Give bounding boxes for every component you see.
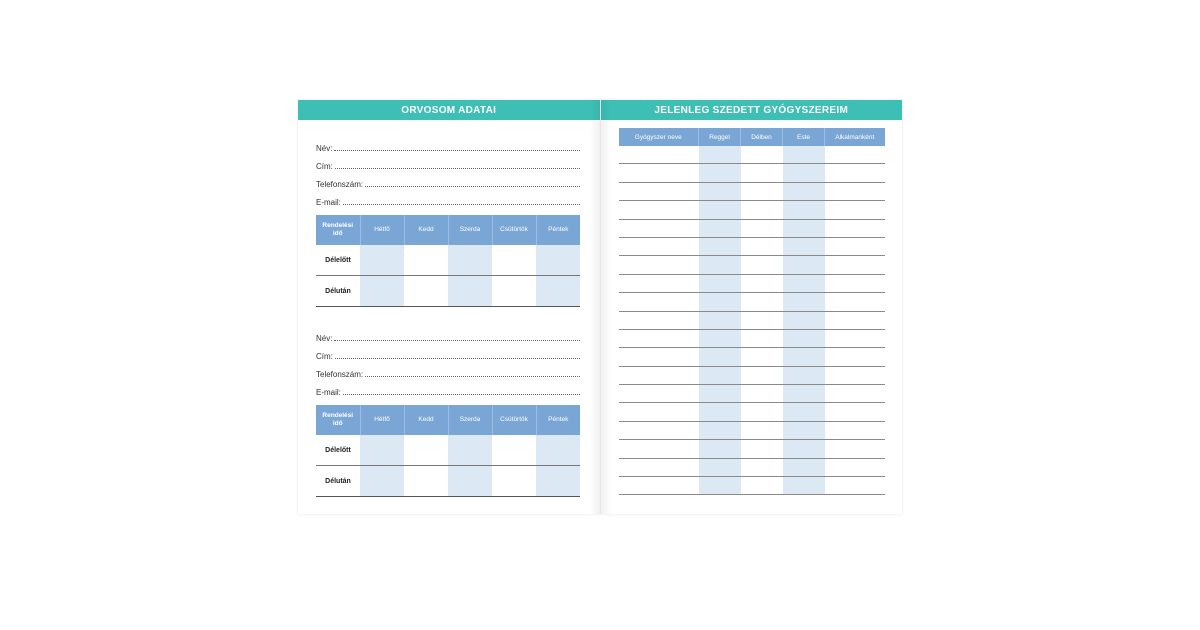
table-cell <box>699 274 741 292</box>
table-cell <box>619 458 699 476</box>
table-cell <box>783 366 825 384</box>
table-cell <box>619 385 699 403</box>
table-cell <box>741 477 783 495</box>
table-cell <box>699 201 741 219</box>
table-cell <box>536 435 580 466</box>
table-cell <box>492 466 536 497</box>
table-cell <box>825 458 885 476</box>
field-label: Telefonszám: <box>316 370 364 379</box>
table-cell <box>783 182 825 200</box>
table-cell <box>783 311 825 329</box>
phone-field <box>316 361 580 379</box>
table-row <box>619 458 885 476</box>
table-cell <box>825 366 885 384</box>
table-row <box>619 329 885 347</box>
table-cell <box>448 466 492 497</box>
table-cell <box>619 348 699 366</box>
table-row <box>316 276 580 307</box>
table-cell <box>825 348 885 366</box>
table-cell <box>536 245 580 276</box>
table-cell <box>699 440 741 458</box>
table-row <box>316 245 580 276</box>
table-cell <box>825 293 885 311</box>
table-row <box>619 477 885 495</box>
column-header-morning: Reggel <box>699 128 741 146</box>
table-cell <box>619 219 699 237</box>
table-cell <box>825 329 885 347</box>
table-cell <box>741 256 783 274</box>
field-label: Telefonszám: <box>316 180 364 189</box>
table-cell <box>825 201 885 219</box>
table-cell <box>783 440 825 458</box>
table-cell <box>699 219 741 237</box>
right-page-header: JELENLEG SZEDETT GYÓGYSZEREIM <box>601 100 903 120</box>
office-hours-table-1 <box>316 215 580 307</box>
table-cell <box>783 403 825 421</box>
table-row <box>619 348 885 366</box>
table-cell <box>492 245 536 276</box>
table-cell <box>699 348 741 366</box>
field-label: E-mail: <box>316 388 341 397</box>
dotted-line <box>365 185 580 187</box>
table-cell <box>699 421 741 439</box>
table-cell <box>783 164 825 182</box>
table-cell <box>536 276 580 307</box>
table-row <box>619 164 885 182</box>
day-header-monday: Hétfő <box>360 405 404 435</box>
email-field <box>316 379 580 397</box>
day-header-thursday: Csütörtök <box>492 215 536 245</box>
field-label: Cím: <box>316 352 333 361</box>
table-cell <box>619 274 699 292</box>
table-cell <box>825 274 885 292</box>
name-field <box>316 325 580 343</box>
column-header-evening: Este <box>783 128 825 146</box>
doctor-block-1 <box>316 135 580 307</box>
day-header-wednesday: Szerda <box>448 215 492 245</box>
day-header-friday: Péntek <box>536 215 580 245</box>
table-cell <box>699 329 741 347</box>
table-cell <box>741 329 783 347</box>
table-cell <box>783 458 825 476</box>
medications-table-body <box>619 146 885 495</box>
table-cell <box>619 477 699 495</box>
table-cell <box>741 164 783 182</box>
table-cell <box>783 146 825 164</box>
table-row <box>619 385 885 403</box>
table-cell <box>825 182 885 200</box>
table-cell <box>783 237 825 255</box>
table-cell <box>619 146 699 164</box>
table-cell <box>783 421 825 439</box>
table-cell <box>619 329 699 347</box>
right-page <box>601 100 903 514</box>
table-cell <box>492 435 536 466</box>
dotted-line <box>343 393 580 395</box>
table-cell <box>741 201 783 219</box>
table-cell <box>741 219 783 237</box>
table-cell <box>619 311 699 329</box>
table-cell <box>699 256 741 274</box>
table-cell <box>783 201 825 219</box>
table-cell <box>448 245 492 276</box>
table-row <box>619 403 885 421</box>
table-cell <box>741 274 783 292</box>
address-field <box>316 153 580 171</box>
table-cell <box>619 201 699 219</box>
table-cell <box>741 440 783 458</box>
day-header-thursday: Csütörtök <box>492 405 536 435</box>
row-label-morning: Délelőtt <box>316 245 360 276</box>
column-header-noon: Délben <box>741 128 783 146</box>
table-cell <box>619 440 699 458</box>
table-cell <box>741 293 783 311</box>
table-cell <box>825 421 885 439</box>
table-row <box>619 366 885 384</box>
table-row <box>619 237 885 255</box>
table-cell <box>783 256 825 274</box>
table-cell <box>741 182 783 200</box>
table-cell <box>619 182 699 200</box>
table-row <box>619 311 885 329</box>
table-cell <box>825 477 885 495</box>
address-field <box>316 343 580 361</box>
booklet-spread <box>298 100 902 514</box>
table-cell <box>448 435 492 466</box>
table-cell <box>825 237 885 255</box>
table-cell <box>404 245 448 276</box>
table-cell <box>619 237 699 255</box>
table-row <box>619 256 885 274</box>
left-page <box>298 100 601 514</box>
table-cell <box>741 458 783 476</box>
table-cell <box>741 146 783 164</box>
table-row <box>619 201 885 219</box>
dotted-line <box>365 375 580 377</box>
field-label: Név: <box>316 334 333 343</box>
table-cell <box>741 311 783 329</box>
table-cell <box>699 385 741 403</box>
table-row <box>619 219 885 237</box>
table-cell <box>360 276 404 307</box>
table-row <box>619 274 885 292</box>
left-page-header: ORVOSOM ADATAI <box>298 100 600 120</box>
table-cell <box>360 466 404 497</box>
column-header-medicine-name: Gyógyszer neve <box>619 128 699 146</box>
table-row <box>619 293 885 311</box>
table-cell <box>783 219 825 237</box>
table-cell <box>783 274 825 292</box>
table-cell <box>699 237 741 255</box>
row-label-afternoon: Délután <box>316 466 360 497</box>
dotted-line <box>334 339 580 341</box>
name-field <box>316 135 580 153</box>
day-header-monday: Hétfő <box>360 215 404 245</box>
table-cell <box>741 421 783 439</box>
day-header-tuesday: Kedd <box>404 215 448 245</box>
table-cell <box>699 146 741 164</box>
table-cell <box>699 477 741 495</box>
table-cell <box>825 403 885 421</box>
table-cell <box>699 458 741 476</box>
table-row <box>316 435 580 466</box>
table-row <box>619 421 885 439</box>
table-cell <box>699 293 741 311</box>
table-cell <box>825 385 885 403</box>
day-header-tuesday: Kedd <box>404 405 448 435</box>
row-label-morning: Délelőtt <box>316 435 360 466</box>
table-cell <box>741 366 783 384</box>
table-cell <box>492 276 536 307</box>
doctor-block-2 <box>316 325 580 497</box>
table-corner-header: Rendelési idő <box>316 405 360 435</box>
table-row <box>619 146 885 164</box>
table-cell <box>783 477 825 495</box>
table-corner-header: Rendelési idő <box>316 215 360 245</box>
table-cell <box>360 245 404 276</box>
table-cell <box>741 385 783 403</box>
table-cell <box>699 164 741 182</box>
table-cell <box>448 276 492 307</box>
dotted-line <box>334 149 580 151</box>
table-cell <box>699 366 741 384</box>
table-cell <box>536 466 580 497</box>
table-cell <box>741 403 783 421</box>
table-cell <box>783 348 825 366</box>
phone-field <box>316 171 580 189</box>
table-cell <box>825 146 885 164</box>
table-cell <box>699 311 741 329</box>
table-cell <box>699 403 741 421</box>
table-cell <box>619 293 699 311</box>
table-cell <box>783 385 825 403</box>
table-cell <box>783 329 825 347</box>
day-header-friday: Péntek <box>536 405 580 435</box>
gutter-shadow <box>590 100 600 514</box>
table-cell <box>619 366 699 384</box>
gutter-shadow <box>601 100 611 514</box>
table-cell <box>619 421 699 439</box>
email-field <box>316 189 580 207</box>
table-cell <box>619 164 699 182</box>
table-cell <box>741 348 783 366</box>
table-cell <box>825 256 885 274</box>
table-cell <box>360 435 404 466</box>
row-label-afternoon: Délután <box>316 276 360 307</box>
table-row <box>619 182 885 200</box>
medications-table <box>619 128 885 495</box>
dotted-line <box>335 357 580 359</box>
column-header-occasionally: Alkalmanként <box>825 128 885 146</box>
table-cell <box>619 256 699 274</box>
table-cell <box>741 237 783 255</box>
table-cell <box>825 440 885 458</box>
table-row <box>316 466 580 497</box>
table-cell <box>783 293 825 311</box>
table-cell <box>699 182 741 200</box>
table-cell <box>404 466 448 497</box>
table-row <box>619 440 885 458</box>
office-hours-table-2 <box>316 405 580 497</box>
table-cell <box>825 164 885 182</box>
dotted-line <box>335 167 580 169</box>
table-cell <box>404 276 448 307</box>
field-label: E-mail: <box>316 198 341 207</box>
dotted-line <box>343 203 580 205</box>
field-label: Név: <box>316 144 333 153</box>
table-cell <box>619 403 699 421</box>
table-cell <box>825 219 885 237</box>
field-label: Cím: <box>316 162 333 171</box>
table-cell <box>404 435 448 466</box>
day-header-wednesday: Szerda <box>448 405 492 435</box>
table-cell <box>825 311 885 329</box>
